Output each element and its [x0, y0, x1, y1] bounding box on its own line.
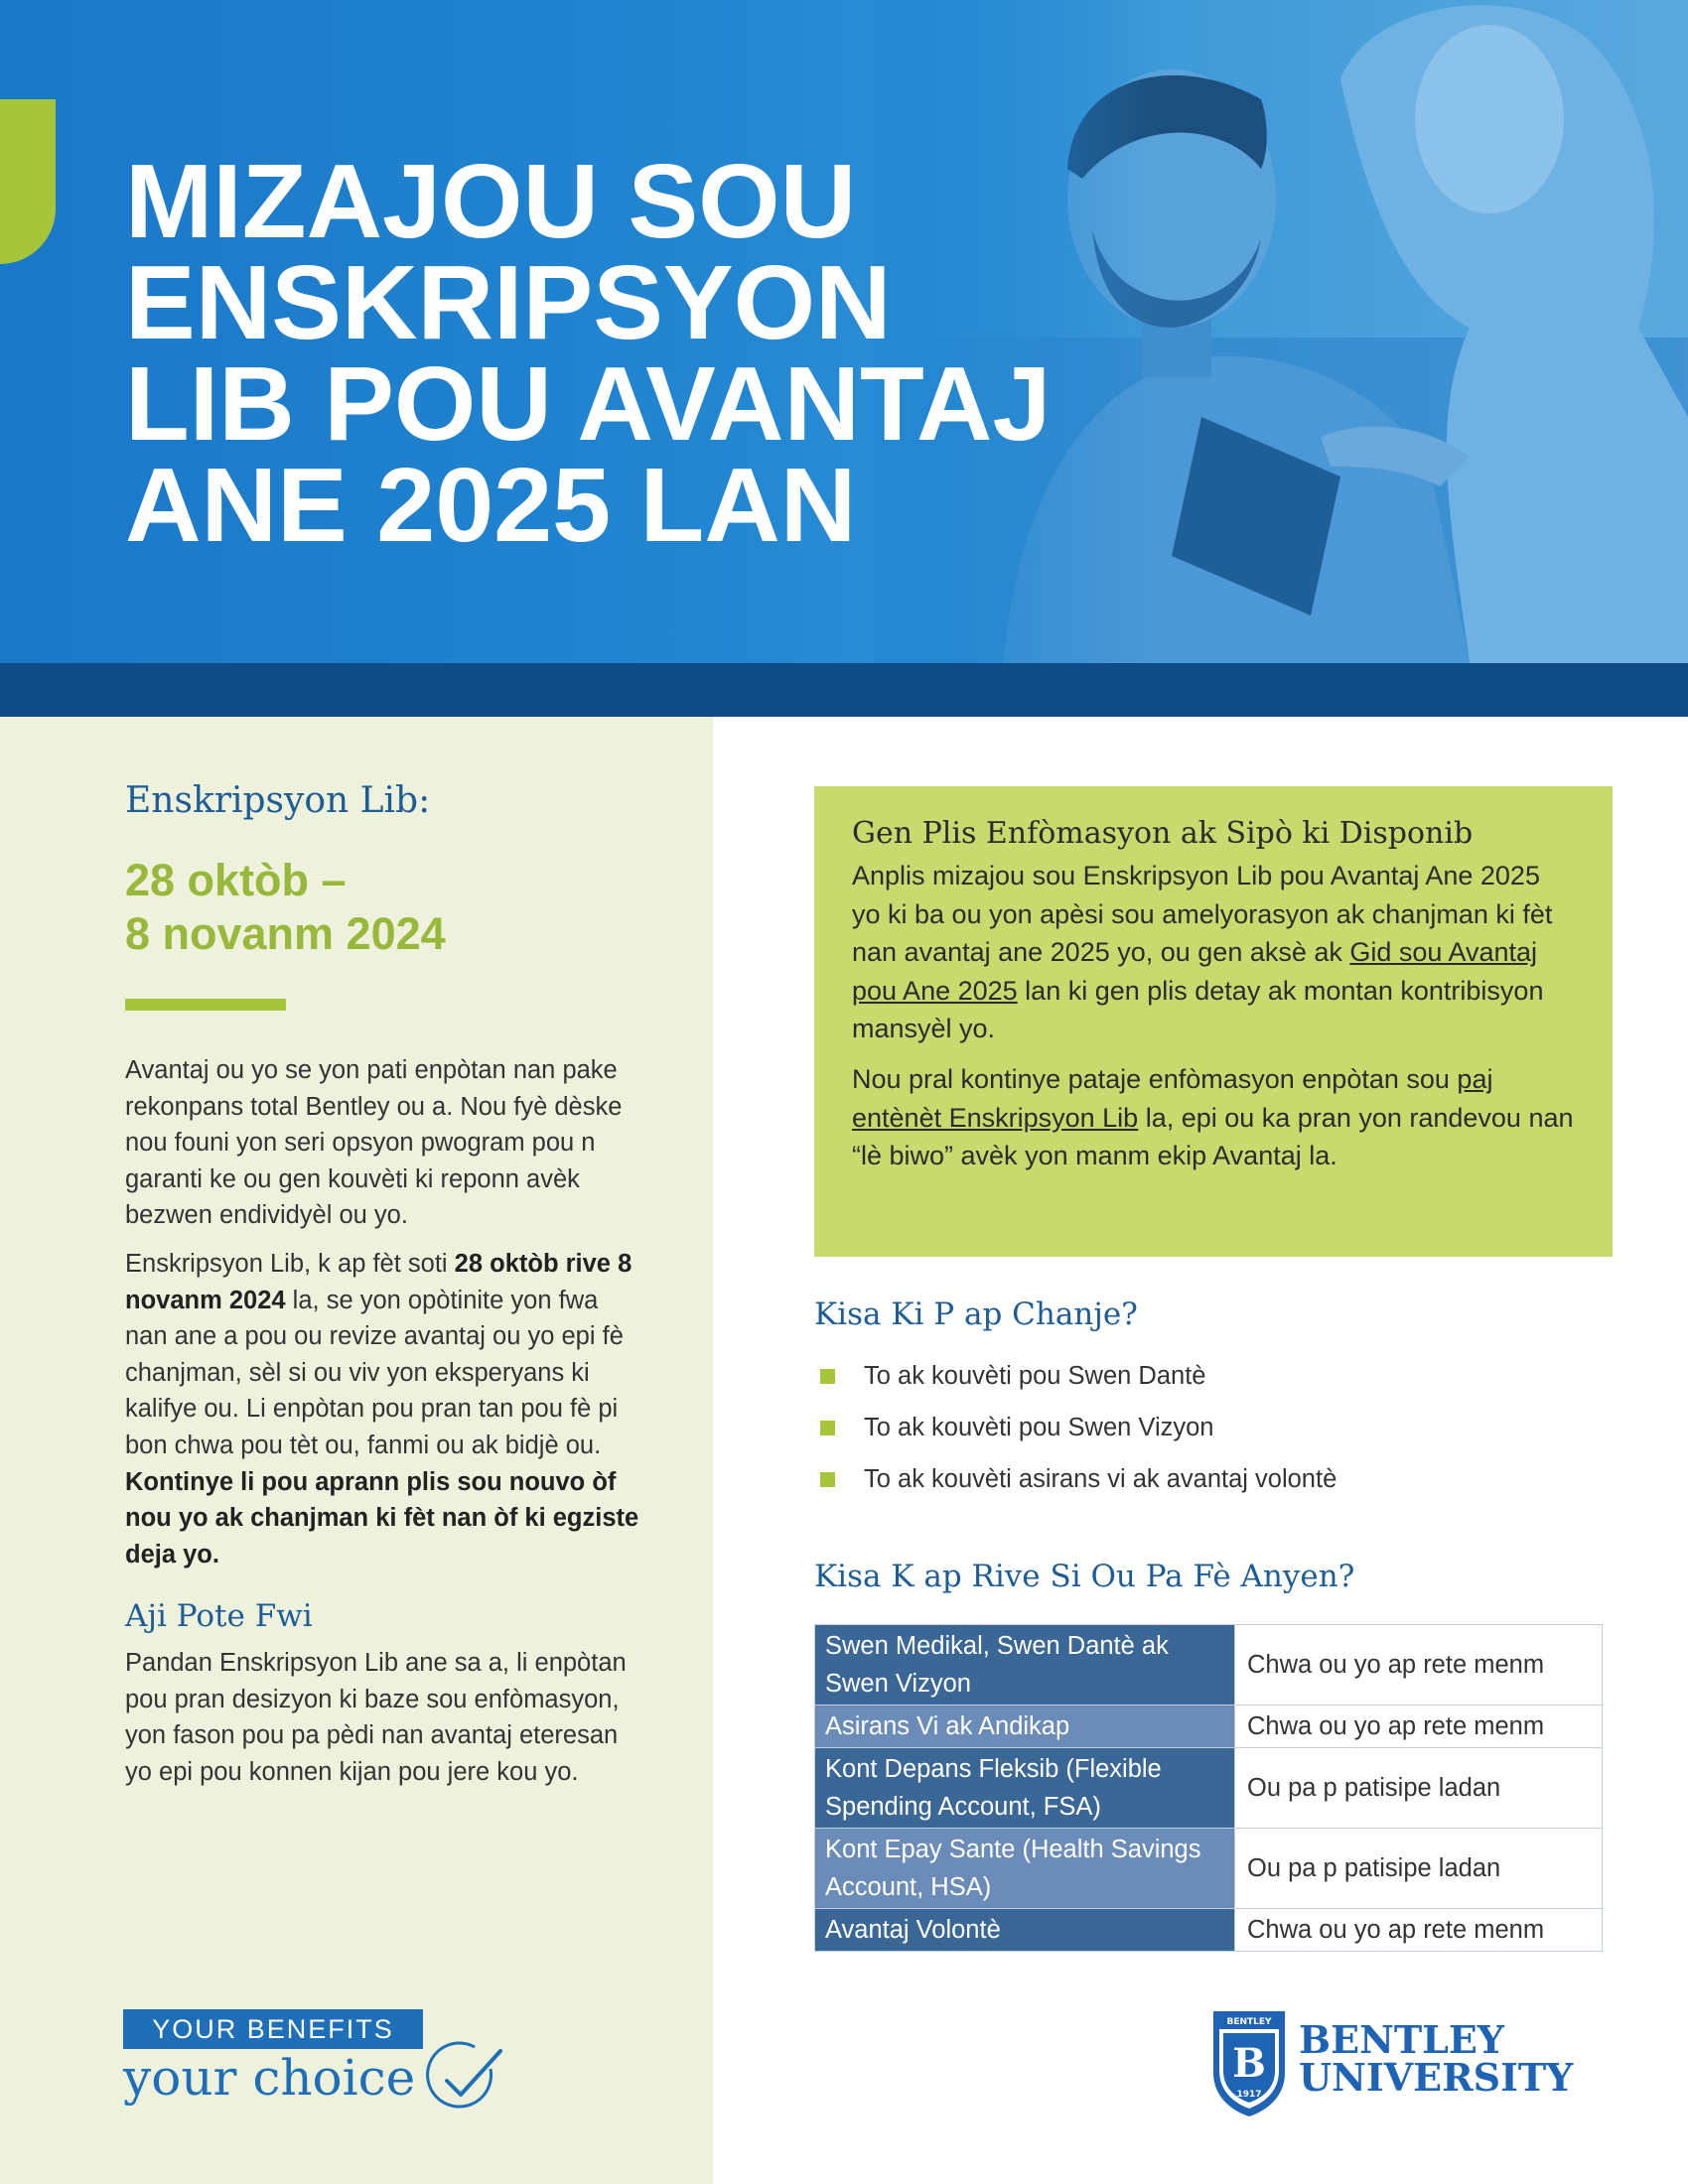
checkmark-circle-icon	[413, 2029, 512, 2128]
list-item-text: To ak kouvèti asirans vi ak avantaj volontè	[864, 1465, 1337, 1493]
bentley-wordmark	[1299, 2017, 1574, 2100]
no-change-list	[820, 1358, 1336, 1513]
square-bullet-icon	[820, 1472, 835, 1487]
shield-top-text: BENTLEY	[1226, 2017, 1272, 2027]
info-paragraph-1	[852, 857, 1575, 1048]
bentley-shield-icon	[1209, 2007, 1289, 2118]
square-bullet-icon	[820, 1421, 835, 1435]
shield-year: 1917	[1236, 2090, 1262, 2100]
title-line: MIZAJOU SOU	[125, 143, 857, 260]
open-enrollment-webpage-link[interactable]: paj entènèt Enskripsyon Lib	[852, 1063, 1493, 1133]
bold-callout: Kontinye li pou aprann plis sou nouvo òf nou yo ak chanjman ki fèt nan òf ki egziste deja yo.	[125, 1467, 639, 1569]
plan-name-cell: Asirans Vi ak Andikap	[815, 1706, 1235, 1748]
title-line: LIB POU AVANTAJ	[125, 345, 1052, 463]
navy-divider-bar	[0, 663, 1688, 717]
list-item	[820, 1410, 1336, 1445]
enrollment-label: Enskripsyon Lib:	[125, 780, 431, 821]
enrollment-date-end: 8 novanm 2024	[125, 908, 446, 959]
ybyc-top-text: YOUR BENEFITS	[123, 2009, 423, 2049]
plan-name-cell: Kont Depans Fleksib (Flexible Spending Account, FSA)	[815, 1748, 1235, 1829]
table-row	[815, 1625, 1603, 1706]
green-accent-tab	[0, 99, 56, 264]
plan-status-cell: Chwa ou yo ap rete menm	[1235, 1909, 1603, 1952]
plan-status-cell: Chwa ou yo ap rete menm	[1235, 1625, 1603, 1706]
plan-name-cell: Avantaj Volontè	[815, 1909, 1235, 1952]
list-item-text: To ak kouvèti pou Swen Vizyon	[864, 1414, 1214, 1441]
enrollment-dates	[125, 854, 446, 961]
title-line: ANE 2025 LAN	[125, 447, 857, 564]
aji-paragraph: Pandan Enskripsyon Lib ane sa a, li enpòtan pou pran desizyon ki baze sou enfòmasyon, yon fason pou pa pèdi nan avantaj eteresan yo epi pou konnen kijan pou jere kou yo.	[125, 1648, 627, 1786]
list-item	[820, 1461, 1336, 1497]
intro-paragraph: Avantaj ou yo se yon pati enpòtan nan pake rekonpans total Bentley ou a. Nou fyè dèske nou founi yon seri opsyon pwogram pou n garanti ke ou gen kouvèti ki reponn avèk bezwen endividyèl ou yo.	[125, 1056, 623, 1230]
text-run: Nou pral kontinye pataje enfòmasyon enpòtan sou	[852, 1063, 1458, 1094]
bentley-university-logo	[1209, 2007, 1587, 2126]
hero-banner	[0, 0, 1688, 663]
title-line: ENSKRIPSYON	[125, 244, 892, 361]
text-run: Anplis mizajou sou Enskripsyon Lib pou Avantaj Ane 2025 yo ki ba ou yon apèsi sou amelyorasyon ak chanjman ki fèt nan avantaj ane 2025 yo, ou gen aksè ak	[852, 861, 1553, 968]
info-callout-box	[814, 786, 1613, 1257]
no-action-table	[814, 1624, 1603, 1952]
bold-dates: 28 oktòb rive 8 novanm 2024	[125, 1249, 633, 1314]
info-paragraph-2	[852, 1060, 1575, 1175]
benefits-guide-link[interactable]: Gid sou Avantaj pou Ane 2025	[852, 937, 1538, 1006]
plan-status-cell: Ou pa p patisipe ladan	[1235, 1748, 1603, 1829]
text-run: la, se yon opòtinite yon fwa nan ane a pou ou revize avantaj ou yo epi fè chanjman, sèl si ou viv yon eksperyans ki kalifye ou. Li enpòtan pou pran tan pou fè pi bon chwa pou tèt ou, fanmi ou ak bidjè ou.	[125, 1286, 624, 1459]
info-box-title: Gen Plis Enfòmasyon ak Sipò ki Disponib	[852, 816, 1474, 851]
your-benefits-your-choice-logo	[123, 2009, 500, 2128]
green-divider	[125, 999, 286, 1011]
wordmark-line: BENTLEY	[1299, 2017, 1504, 2062]
section-heading-no-action: Kisa K ap Rive Si Ou Pa Fè Anyen?	[814, 1559, 1355, 1594]
wordmark-line: UNIVERSITY	[1299, 2055, 1574, 2100]
enrollment-paragraph	[125, 1246, 641, 1572]
section-heading-no-change: Kisa Ki P ap Chanje?	[814, 1297, 1138, 1332]
section-heading-aji: Aji Pote Fwi	[125, 1598, 313, 1635]
shield-letter: B	[1232, 2040, 1266, 2087]
plan-status-cell: Chwa ou yo ap rete menm	[1235, 1706, 1603, 1748]
page-title	[125, 143, 1217, 564]
text-run: Enskripsyon Lib, k ap fèt soti	[125, 1249, 455, 1278]
text-run: la, epi ou ka pran yon randevou nan “lè biwo” avèk yon manm ekip Avantaj la.	[852, 1102, 1574, 1171]
plan-status-cell: Ou pa p patisipe ladan	[1235, 1829, 1603, 1909]
plan-name-cell: Swen Medikal, Swen Dantè ak Swen Vizyon	[815, 1625, 1235, 1706]
table-row	[815, 1748, 1603, 1829]
ybyc-bottom-text: your choice	[123, 2049, 416, 2107]
table-row	[815, 1909, 1603, 1952]
square-bullet-icon	[820, 1369, 835, 1384]
left-body-text	[125, 1052, 641, 1802]
enrollment-date-start: 28 oktòb –	[125, 855, 347, 905]
table-row	[815, 1829, 1603, 1909]
text-run: lan ki gen plis detay ak montan kontribisyon mansyèl yo.	[852, 975, 1544, 1044]
table-row	[815, 1706, 1603, 1748]
list-item-text: To ak kouvèti pou Swen Dantè	[864, 1362, 1206, 1390]
list-item	[820, 1358, 1336, 1394]
plan-name-cell: Kont Epay Sante (Health Savings Account, HSA)	[815, 1829, 1235, 1909]
